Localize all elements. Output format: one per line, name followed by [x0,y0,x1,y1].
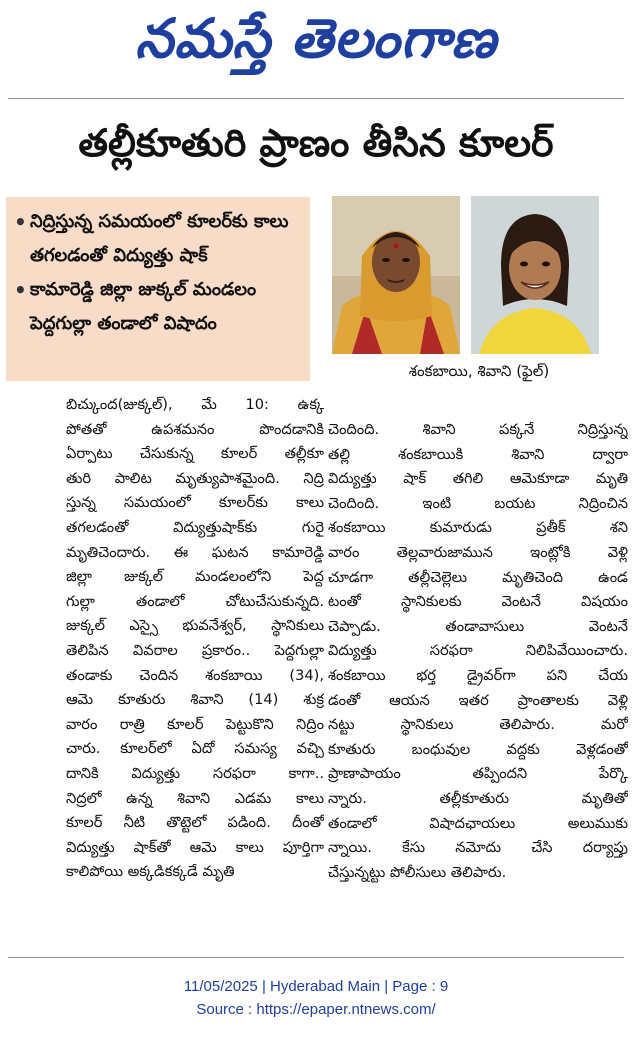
article-line: విద్యుత్తు సరఫరా నిలిపివేయించారు. [328,642,628,660]
article-line: విద్యుత్తు షాక్‌తో ఆమె కాలు పూర్తిగా [66,838,324,856]
article-line: జుక్కల్ ఎస్సై భువనేశ్వర్, స్థానికులు [66,617,324,635]
article-line: వారం రాత్రి కూలర్ పెట్టుకొని నిద్రిం [66,715,324,733]
article-column-left [66,393,324,885]
highlight-text: కామారెడ్డి జిల్లా జుక్కల్ మండలం పెద్దగుల్లా తండాలో విషాదం [30,279,257,334]
bullet-icon: • [14,210,27,234]
article-line: ఏర్పాటు చేసుకున్న కూలర్ తల్లీకూ [66,445,324,463]
article-line: టంతో స్థానికులకు వెంటనే విషయం [328,593,628,611]
article-column-right [328,418,628,885]
photo-caption: శంకబాయి, శివాని (ఫైల్) [408,362,550,380]
article-line: పోతతో ఉపశమనం పొందడానికి [66,420,324,438]
article-line: శంకబాయి భర్త డ్రైవర్‌గా పని చేయ [328,666,628,684]
article-line: జిల్లా జుక్కల్ మండలంలోని పెద్ద [66,568,324,586]
bullet-icon: • [14,278,27,302]
article-line: కాలిపోయి అక్కడికక్కడే మృతి [66,863,235,881]
article-headline [0,108,632,188]
article-line: స్తున్న సమయంలో కూలర్‌కు కాలు [66,494,324,512]
headline-text: తల్లీకూతురి ప్రాణం తీసిన కూలర్ [78,121,554,165]
footer-divider [8,957,624,958]
article-line: తల్లి శంకబాయికి శివాని ద్వారా [328,445,628,463]
article-line: చెప్పాడు. తండావాసులు వెంటనే [328,617,628,635]
article-line: నిద్రలో ఉన్న శివాని ఎడమ కాలు [66,789,324,807]
masthead-title: నమస్తే తెలంగాణ [135,6,497,70]
article-line: డంతో ఆయన ఇతర ప్రాంతాలకు వెళ్లి [328,691,628,709]
article-line: మృతిచెందారు. ఈ ఘటన కామారెడ్డి [66,543,324,561]
article-line: చేస్తున్నట్టు పోలీసులు తెలిపారు. [328,863,507,881]
article-line: దానికి విద్యుత్తు సరఫరా కాగా.. [66,764,324,782]
article-line: చెందింది. శివాని పక్కనే నిద్రిస్తున్న [328,421,628,438]
highlights-box [6,197,310,381]
footer-source: Source : https://epaper.ntnews.com/ [196,1001,436,1018]
article-line: న్నారు. తల్లీకూతురు మృతితో [328,789,628,807]
article-line: తెలిపిన వివరాల ప్రకారం.. పెద్దగుల్లా [66,641,324,659]
footer-dateline: 11/05/2025 | Hyderabad Main | Page : 9 [183,978,449,995]
article-line: బిచ్కుంద(జుక్కల్), మే 10: ఉక్క [66,396,324,413]
newspaper-masthead [0,0,632,90]
article-line: తగలడంతో విద్యుత్తుషాక్‌కు గురై [66,518,324,536]
portrait-girl-icon [471,196,599,354]
photo-shivani [471,196,599,354]
photo-shankabai [332,196,460,354]
article-line: తురి పాలిట మృత్యుపాశమైంది. నిద్రి [66,469,324,487]
article-line: కూలర్ నీటి తొట్టెలో పడింది. దీంతో [66,814,324,832]
article-line: ఆమె కూతురు శివాని (14) శుక్ర [66,691,324,709]
article-line: నట్టు స్థానికులు తెలిపారు. మరో [328,716,628,734]
article-line: న్నాయి. కేసు నమోదు చేసి దర్యాప్తు [328,839,628,857]
article-line: గుల్లా తండాలో చోటుచేసుకున్నది. [66,592,324,610]
article-line: చారు. కూలర్‌లో ఏదో సమస్య వచ్చి [66,740,324,758]
highlight-text: నిద్రిస్తున్న సమయంలో కూలర్‌కు కాలు తగలడంతో విద్యుత్తు షాక్ [30,211,289,266]
highlight-item [14,205,302,273]
article-line: చెందింది. ఇంటి బయట నిద్రించిన [328,494,628,512]
article-line: విద్యుత్తు షాక్ తగిలి ఆమెకూడా మృతి [328,470,628,488]
portrait-woman-icon [332,196,460,354]
article-line: కూతురు బంధువుల వద్దకు వెళ్లడంతో [328,740,628,758]
article-line: చూడగా తల్లీచెల్లెలు మృతిచెంది ఉండ [328,568,628,586]
article-line: తండాకు చెందిన శంకబాయి (34), [66,666,324,684]
article-line: తండాలో విషాదఛాయలు అలుముకు [328,814,628,832]
article-line: ప్రాణాపాయం తప్పిందని పేర్కొ [328,765,628,783]
masthead-divider [8,98,624,99]
article-line: వారం తెల్లవారుజామున ఇంట్లోకి వెళ్లి [328,543,628,561]
highlight-item [14,273,302,341]
article-line: శంకబాయి కుమారుడు ప్రతీక్ శని [328,519,628,537]
